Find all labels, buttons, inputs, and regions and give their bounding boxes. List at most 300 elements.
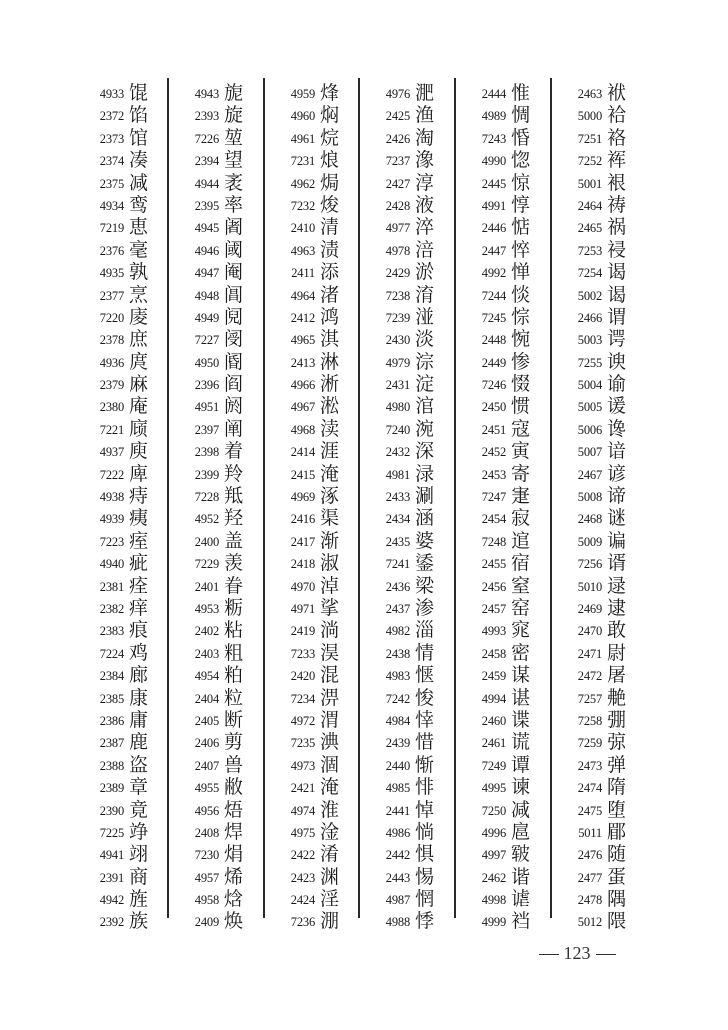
entry-code: 2375 xyxy=(99,176,124,191)
entry-row xyxy=(167,373,263,395)
entry-character: 眷 xyxy=(224,574,244,597)
entry-row xyxy=(358,507,454,529)
entry-character: 涯 xyxy=(320,440,340,463)
entry-character: 竟 xyxy=(129,798,149,821)
entry-code: 7236 xyxy=(290,915,315,930)
entry-code: 2376 xyxy=(99,243,124,258)
entry-character: 皲 xyxy=(511,843,531,866)
entry-code: 4947 xyxy=(194,266,219,281)
entry-code: 4995 xyxy=(481,781,506,796)
entry-character: 潒 xyxy=(415,149,435,172)
entry-character: 鋈 xyxy=(415,552,435,575)
entry-character: 惇 xyxy=(511,193,531,216)
entry-character: 涵 xyxy=(415,507,435,530)
entry-character: 淞 xyxy=(320,395,340,418)
entry-code: 4982 xyxy=(385,624,410,639)
entry-code: 4964 xyxy=(290,288,315,303)
entry-row xyxy=(454,351,550,373)
page-number: 123 xyxy=(563,943,591,963)
entry-code: 4952 xyxy=(194,512,219,527)
entry-code: 4943 xyxy=(194,87,219,101)
entry-row xyxy=(550,172,646,194)
entry-row xyxy=(454,82,550,104)
entry-row xyxy=(263,284,359,306)
entry-row xyxy=(358,709,454,731)
entry-row xyxy=(550,284,646,306)
entry-character: 谞 xyxy=(607,552,627,575)
entry-row xyxy=(167,485,263,507)
entry-code: 2386 xyxy=(99,713,124,728)
entry-code: 4951 xyxy=(194,400,219,415)
entry-row xyxy=(550,754,646,776)
entry-character: 羝 xyxy=(224,485,244,508)
entry-row xyxy=(263,104,359,126)
entry-character: 着 xyxy=(224,440,244,463)
entry-code: 5004 xyxy=(577,378,602,393)
entry-code: 4955 xyxy=(194,781,219,796)
entry-row xyxy=(167,194,263,216)
entry-row xyxy=(454,843,550,865)
footer-dash-left xyxy=(539,954,559,955)
entry-row xyxy=(358,418,454,440)
entry-row xyxy=(263,373,359,395)
entry-column-2 xyxy=(167,82,263,933)
entry-code: 4975 xyxy=(290,825,315,840)
entry-code: 4979 xyxy=(385,355,410,370)
entry-row xyxy=(72,82,168,104)
entry-row xyxy=(454,127,550,149)
entry-row xyxy=(263,172,359,194)
entry-character: 惔 xyxy=(511,283,531,306)
entry-row xyxy=(263,731,359,753)
entry-character: 混 xyxy=(320,664,340,687)
entry-row xyxy=(358,642,454,664)
entry-code: 2408 xyxy=(194,825,219,840)
entry-character: 谀 xyxy=(607,350,627,373)
entry-character: 袼 xyxy=(607,126,627,149)
entry-code: 4971 xyxy=(290,601,315,616)
entry-row xyxy=(358,395,454,417)
entry-row xyxy=(358,776,454,798)
entry-code: 2419 xyxy=(290,624,315,639)
entry-code: 2379 xyxy=(99,378,124,393)
entry-code: 2388 xyxy=(99,758,124,773)
entry-code: 7245 xyxy=(481,310,506,325)
entry-character: 鹿 xyxy=(129,731,149,754)
entry-character: 清 xyxy=(320,216,340,239)
entry-row xyxy=(72,239,168,261)
entry-character: 谓 xyxy=(607,305,627,328)
entry-character: 添 xyxy=(320,261,340,284)
entry-row xyxy=(358,687,454,709)
entry-character: 烷 xyxy=(320,126,340,149)
entry-row xyxy=(263,507,359,529)
entry-code: 2381 xyxy=(99,579,124,594)
entry-code: 2435 xyxy=(385,534,410,549)
entry-character: 淀 xyxy=(415,373,435,396)
entry-row xyxy=(358,194,454,216)
entry-code: 2399 xyxy=(194,467,219,482)
entry-code: 4960 xyxy=(290,109,315,124)
entry-row xyxy=(454,149,550,171)
entry-character: 阌 xyxy=(224,328,244,351)
entry-character: 淦 xyxy=(320,820,340,843)
entry-code: 7255 xyxy=(577,355,602,370)
entry-row xyxy=(167,127,263,149)
entry-row xyxy=(358,843,454,865)
entry-character: 惋 xyxy=(511,328,531,351)
entry-row xyxy=(72,127,168,149)
entry-code: 2471 xyxy=(577,646,602,661)
entry-code: 2462 xyxy=(481,870,506,885)
entry-code: 4978 xyxy=(385,243,410,258)
entry-row xyxy=(263,395,359,417)
entry-character: 谗 xyxy=(607,417,627,440)
entry-code: 7219 xyxy=(99,221,124,236)
entry-code: 2441 xyxy=(385,803,410,818)
entry-row xyxy=(263,328,359,350)
entry-code: 4937 xyxy=(99,445,124,460)
entry-row xyxy=(72,597,168,619)
entry-row xyxy=(454,731,550,753)
entry-character: 渚 xyxy=(320,283,340,306)
entry-character: 谚 xyxy=(607,462,627,485)
entry-character: 隈 xyxy=(607,910,627,933)
entry-character: 挲 xyxy=(320,596,340,619)
entry-code: 2438 xyxy=(385,646,410,661)
entry-code: 2463 xyxy=(577,87,602,101)
entry-code: 7259 xyxy=(577,736,602,751)
entry-code: 2412 xyxy=(290,310,315,325)
entry-character: 阎 xyxy=(224,373,244,396)
entry-code: 2434 xyxy=(385,512,410,527)
entry-row xyxy=(358,821,454,843)
entry-row xyxy=(454,530,550,552)
entry-row xyxy=(167,395,263,417)
entry-character: 馄 xyxy=(129,82,149,104)
entry-code: 4997 xyxy=(481,848,506,863)
entry-code: 2383 xyxy=(99,624,124,639)
entry-row xyxy=(167,597,263,619)
entry-row xyxy=(358,216,454,238)
entry-row xyxy=(167,709,263,731)
entry-character: 章 xyxy=(129,776,149,799)
entry-code: 2392 xyxy=(99,915,124,930)
entry-row xyxy=(72,709,168,731)
entry-row xyxy=(72,172,168,194)
entry-row xyxy=(550,351,646,373)
entry-character: 谝 xyxy=(607,529,627,552)
entry-character: 敝 xyxy=(224,776,244,799)
entry-row xyxy=(550,127,646,149)
entry-character: 密 xyxy=(511,641,531,664)
entry-character: 郿 xyxy=(607,820,627,843)
entry-character: 烹 xyxy=(129,283,149,306)
entry-character: 惦 xyxy=(511,216,531,239)
entry-code: 4957 xyxy=(194,870,219,885)
entry-character: 庱 xyxy=(129,305,149,328)
entry-code: 2444 xyxy=(481,87,506,101)
entry-code: 2451 xyxy=(481,422,506,437)
entry-code: 2474 xyxy=(577,781,602,796)
entry-character: 梁 xyxy=(415,574,435,597)
entry-character: 淝 xyxy=(415,82,435,104)
entry-row xyxy=(358,328,454,350)
entry-code: 7231 xyxy=(290,154,315,169)
entry-character: 渠 xyxy=(320,507,340,530)
entry-row xyxy=(550,866,646,888)
entry-character: 淫 xyxy=(320,888,340,911)
entry-row xyxy=(72,843,168,865)
entry-row xyxy=(550,843,646,865)
entry-row xyxy=(550,597,646,619)
entry-code: 2442 xyxy=(385,848,410,863)
entry-row xyxy=(72,306,168,328)
entry-code: 4961 xyxy=(290,131,315,146)
entry-character: 鸡 xyxy=(129,641,149,664)
entry-row xyxy=(550,306,646,328)
entry-row xyxy=(167,82,263,104)
entry-character: 谑 xyxy=(511,888,531,911)
entry-row xyxy=(72,261,168,283)
entry-character: 望 xyxy=(224,149,244,172)
entry-character: 祸 xyxy=(607,216,627,239)
entry-row xyxy=(167,284,263,306)
entry-character: 祲 xyxy=(607,238,627,261)
entry-row xyxy=(550,888,646,910)
entry-row xyxy=(550,104,646,126)
entry-character: 婆 xyxy=(415,529,435,552)
entry-character: 湴 xyxy=(415,305,435,328)
entry-row xyxy=(72,149,168,171)
entry-row xyxy=(167,507,263,529)
entry-code: 2472 xyxy=(577,669,602,684)
entry-character: 阋 xyxy=(224,305,244,328)
entry-code: 7237 xyxy=(385,154,410,169)
entry-code: 4934 xyxy=(99,198,124,213)
entry-code: 4967 xyxy=(290,400,315,415)
entry-code: 2437 xyxy=(385,601,410,616)
entry-code: 4933 xyxy=(99,87,124,101)
entry-code: 4993 xyxy=(481,624,506,639)
entry-row xyxy=(454,284,550,306)
entry-character: 寅 xyxy=(511,440,531,463)
entry-code: 2477 xyxy=(577,870,602,885)
entry-code: 4948 xyxy=(194,288,219,303)
entry-row xyxy=(72,507,168,529)
entry-character: 渭 xyxy=(320,708,340,731)
entry-row xyxy=(358,910,454,932)
entry-row xyxy=(550,440,646,462)
entry-character: 淇 xyxy=(320,328,340,351)
entry-code: 4941 xyxy=(99,848,124,863)
entry-row xyxy=(263,888,359,910)
entry-character: 裆 xyxy=(511,910,531,933)
entry-row xyxy=(550,261,646,283)
entry-code: 2377 xyxy=(99,288,124,303)
entry-character: 艴 xyxy=(607,686,627,709)
entry-character: 窑 xyxy=(511,596,531,619)
entry-character: 随 xyxy=(607,843,627,866)
entry-character: 凑 xyxy=(129,149,149,172)
entry-character: 粒 xyxy=(224,686,244,709)
entry-row xyxy=(167,172,263,194)
entry-character: 弹 xyxy=(607,753,627,776)
entry-row xyxy=(72,373,168,395)
entry-row xyxy=(550,776,646,798)
entry-code: 2427 xyxy=(385,176,410,191)
entry-character: 淮 xyxy=(320,798,340,821)
entry-character: 焗 xyxy=(320,171,340,194)
entry-character: 涿 xyxy=(320,485,340,508)
entry-character: 谐 xyxy=(511,865,531,888)
entry-code: 4986 xyxy=(385,825,410,840)
entry-character: 旎 xyxy=(224,82,244,104)
entry-character: 庵 xyxy=(129,395,149,418)
entry-column-1 xyxy=(72,82,168,933)
entry-row xyxy=(550,239,646,261)
entry-code: 2424 xyxy=(290,893,315,908)
entry-row xyxy=(454,664,550,686)
entry-row xyxy=(263,216,359,238)
entry-row xyxy=(358,731,454,753)
entry-code: 5001 xyxy=(577,176,602,191)
entry-row xyxy=(454,687,550,709)
entry-character: 裉 xyxy=(607,171,627,194)
entry-code: 7252 xyxy=(577,154,602,169)
entry-code: 2432 xyxy=(385,445,410,460)
entry-character: 宿 xyxy=(511,552,531,575)
entry-character: 粝 xyxy=(224,596,244,619)
entry-character: 焖 xyxy=(320,104,340,127)
entry-row xyxy=(454,552,550,574)
entry-character: 烺 xyxy=(320,149,340,172)
entry-code: 7226 xyxy=(194,131,219,146)
entry-code: 4977 xyxy=(385,221,410,236)
entry-row xyxy=(263,530,359,552)
entry-row xyxy=(263,821,359,843)
entry-code: 7256 xyxy=(577,557,602,572)
entry-code: 2440 xyxy=(385,758,410,773)
entry-row xyxy=(454,463,550,485)
entry-row xyxy=(454,216,550,238)
entry-character: 悰 xyxy=(511,305,531,328)
entry-character: 惘 xyxy=(415,888,435,911)
entry-row xyxy=(358,351,454,373)
entry-row xyxy=(72,418,168,440)
entry-character: 淜 xyxy=(320,910,340,933)
entry-code: 2439 xyxy=(385,736,410,751)
entry-row xyxy=(263,597,359,619)
entry-row xyxy=(167,104,263,126)
entry-row xyxy=(72,910,168,932)
entry-character: 减 xyxy=(129,171,149,194)
entry-row xyxy=(167,530,263,552)
entry-code: 2390 xyxy=(99,803,124,818)
entry-character: 谒 xyxy=(607,283,627,306)
entry-row xyxy=(550,463,646,485)
entry-code: 2410 xyxy=(290,221,315,236)
entry-row xyxy=(550,910,646,932)
entry-character: 谙 xyxy=(607,440,627,463)
entry-character: 疵 xyxy=(129,552,149,575)
entry-character: 痒 xyxy=(129,596,149,619)
entry-character: 痍 xyxy=(129,507,149,530)
entry-character: 弸 xyxy=(607,708,627,731)
entry-row xyxy=(550,194,646,216)
entry-code: 7228 xyxy=(194,490,219,505)
entry-character: 窒 xyxy=(511,574,531,597)
entry-code: 7230 xyxy=(194,848,219,863)
entry-code: 2429 xyxy=(385,266,410,281)
entry-row xyxy=(167,351,263,373)
entry-code: 4954 xyxy=(194,669,219,684)
entry-code: 4946 xyxy=(194,243,219,258)
entry-character: 庸 xyxy=(129,708,149,731)
entry-row xyxy=(263,440,359,462)
entry-character: 惜 xyxy=(415,731,435,754)
entry-character: 羡 xyxy=(224,552,244,575)
entry-row xyxy=(263,552,359,574)
entry-code: 7241 xyxy=(385,557,410,572)
entry-character: 毫 xyxy=(129,238,149,261)
entry-code: 2473 xyxy=(577,758,602,773)
entry-character: 焌 xyxy=(320,193,340,216)
entry-character: 旌 xyxy=(129,888,149,911)
entry-code: 4970 xyxy=(290,579,315,594)
entry-code: 7250 xyxy=(481,803,506,818)
entry-code: 7249 xyxy=(481,758,506,773)
entry-row xyxy=(263,843,359,865)
entry-row xyxy=(358,754,454,776)
entry-code: 2418 xyxy=(290,557,315,572)
entry-code: 4983 xyxy=(385,669,410,684)
entry-row xyxy=(72,619,168,641)
entry-code: 7253 xyxy=(577,243,602,258)
entry-character: 惨 xyxy=(511,350,531,373)
entry-character: 淌 xyxy=(320,619,340,642)
entry-row xyxy=(358,104,454,126)
entry-character: 渔 xyxy=(415,104,435,127)
entry-character: 淋 xyxy=(320,350,340,373)
entry-character: 渊 xyxy=(320,865,340,888)
entry-column-3 xyxy=(263,82,359,933)
entry-character: 麻 xyxy=(129,373,149,396)
entry-character: 深 xyxy=(415,440,435,463)
entry-code: 4950 xyxy=(194,355,219,370)
entry-code: 7257 xyxy=(577,691,602,706)
entry-row xyxy=(550,709,646,731)
entry-row xyxy=(72,731,168,753)
entry-row xyxy=(454,328,550,350)
entry-row xyxy=(263,799,359,821)
entry-character: 扈 xyxy=(511,820,531,843)
entry-code: 4969 xyxy=(290,490,315,505)
entry-code: 7229 xyxy=(194,557,219,572)
entry-row xyxy=(72,284,168,306)
entry-character: 谛 xyxy=(607,485,627,508)
entry-row xyxy=(263,866,359,888)
entry-code: 2401 xyxy=(194,579,219,594)
entry-row xyxy=(72,463,168,485)
entry-code: 7243 xyxy=(481,131,506,146)
entry-code: 2425 xyxy=(385,109,410,124)
entry-character: 惊 xyxy=(511,171,531,194)
entry-character: 盖 xyxy=(224,529,244,552)
entry-character: 兽 xyxy=(224,753,244,776)
entry-row xyxy=(454,799,550,821)
entry-character: 淄 xyxy=(415,619,435,642)
